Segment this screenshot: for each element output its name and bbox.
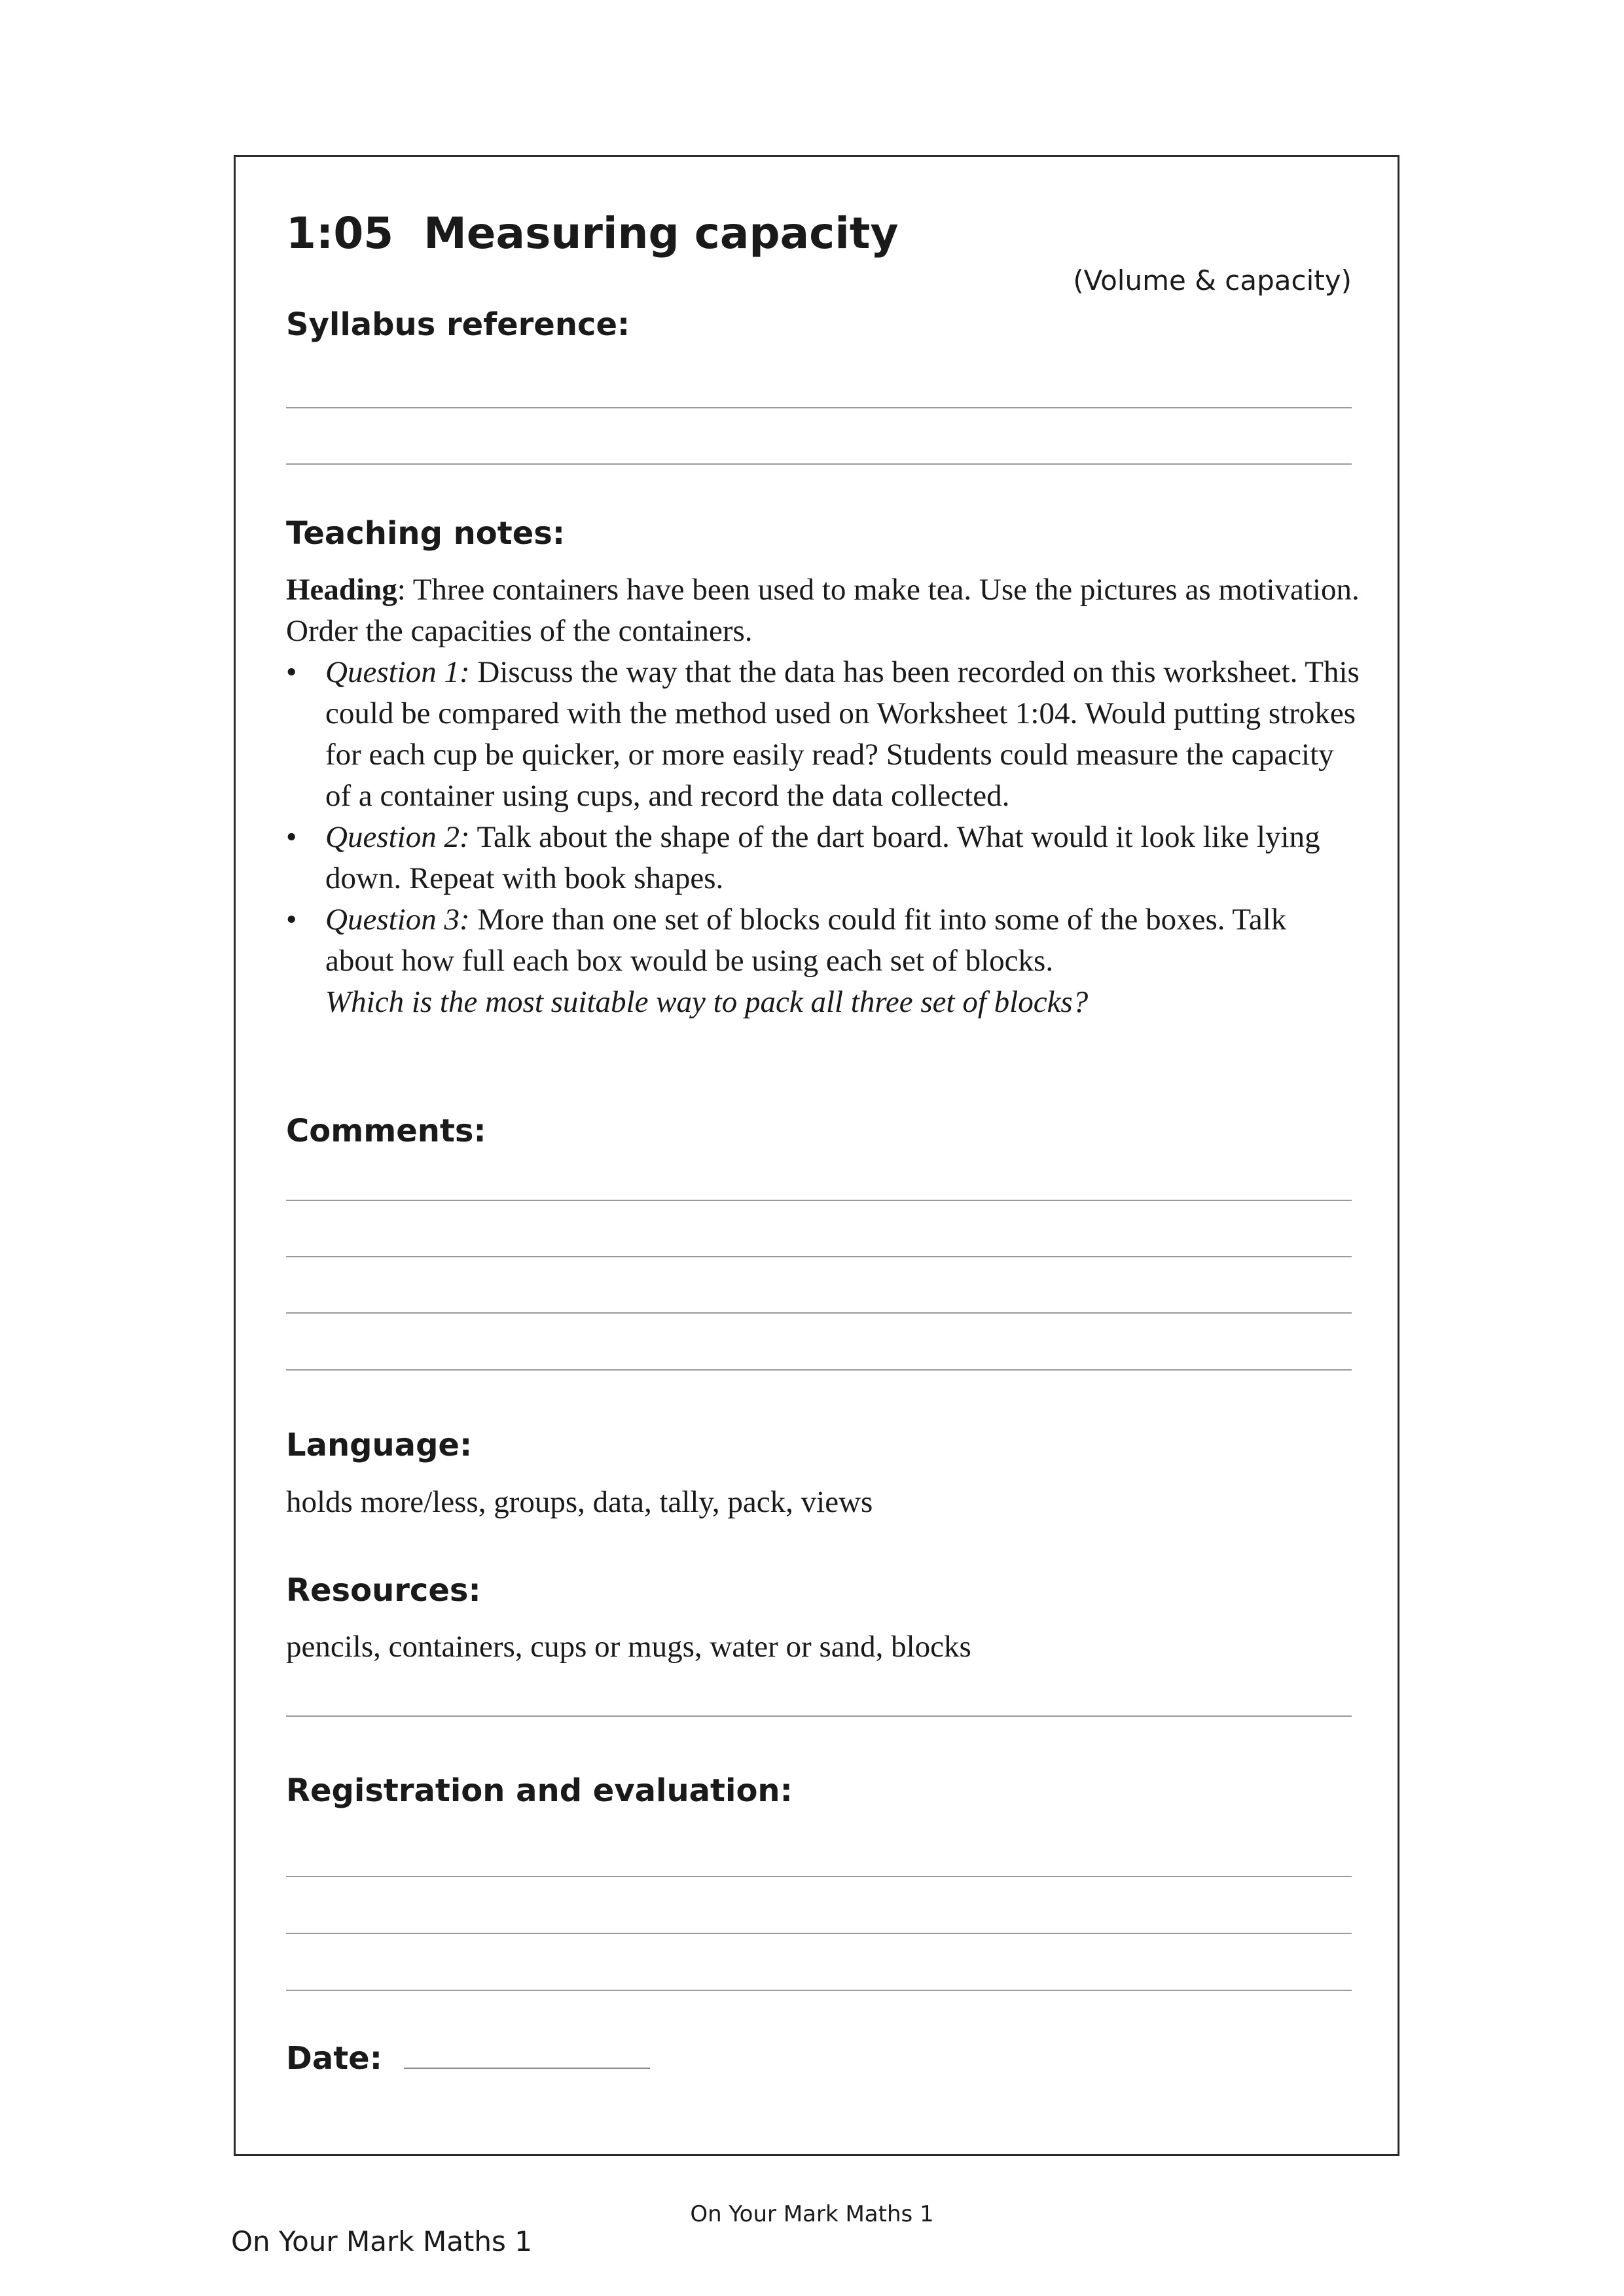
writing-line — [286, 1369, 1352, 1371]
date-heading: Date: — [286, 2040, 382, 2077]
writing-line — [286, 407, 1352, 408]
question-label: Question 1: — [325, 655, 470, 689]
footer-left: On Your Mark Maths 1 — [231, 2225, 532, 2257]
teaching-notes-heading: Teaching notes: — [286, 515, 566, 552]
language-text: holds more/less, groups, data, tally, pack, views — [286, 1485, 873, 1519]
comments-heading: Comments: — [286, 1113, 486, 1149]
writing-line — [286, 1312, 1352, 1314]
list-item — [286, 652, 1360, 817]
intro-label: Heading — [286, 573, 397, 607]
notes-list — [286, 652, 1360, 1023]
question-text: Talk about the shape of the dart board. What would it look like lying down. Repeat with book shapes. — [325, 820, 1320, 895]
writing-line — [286, 1876, 1352, 1877]
registration-heading: Registration and evaluation: — [286, 1772, 793, 1809]
topic-label: (Volume & capacity) — [1073, 264, 1352, 296]
writing-line — [286, 1715, 1352, 1717]
list-item — [286, 817, 1360, 899]
question-label: Question 2: — [325, 820, 470, 854]
date-line — [404, 2068, 650, 2069]
writing-line — [286, 1990, 1352, 1991]
question-label: Question 3: — [325, 903, 470, 937]
notes-intro — [286, 569, 1360, 652]
writing-line — [286, 1256, 1352, 1257]
list-item — [286, 899, 1360, 1023]
question-text: Discuss the way that the data has been recorded on this worksheet. This could be compared with the method used on Worksheet 1:04. Would putting strokes for each cup be quicker, or more easily read? Students could measure the capacity of a container using cups, and record the data collected. — [325, 655, 1360, 813]
question-italic-line: Which is the most suitable way to pack all three set of blocks? — [325, 985, 1089, 1019]
footer-center: On Your Mark Maths 1 — [690, 2201, 934, 2227]
resources-heading: Resources: — [286, 1572, 481, 1609]
syllabus-heading: Syllabus reference: — [286, 306, 630, 343]
worksheet-frame — [234, 155, 1399, 2156]
question-text: More than one set of blocks could fit into some of the boxes. Talk about how full each box would be using each set of blocks. — [325, 903, 1287, 978]
writing-line — [286, 463, 1352, 465]
language-heading: Language: — [286, 1427, 473, 1463]
writing-line — [286, 1200, 1352, 1201]
intro-text: : Three containers have been used to make tea. Use the pictures as motivation. Order the capacities of the containers. — [286, 573, 1360, 648]
writing-line — [286, 1933, 1352, 1934]
teaching-notes-body — [286, 569, 1360, 1023]
page-title: 1:05 Measuring capacity — [286, 208, 899, 259]
resources-text: pencils, containers, cups or mugs, water or sand, blocks — [286, 1630, 971, 1664]
